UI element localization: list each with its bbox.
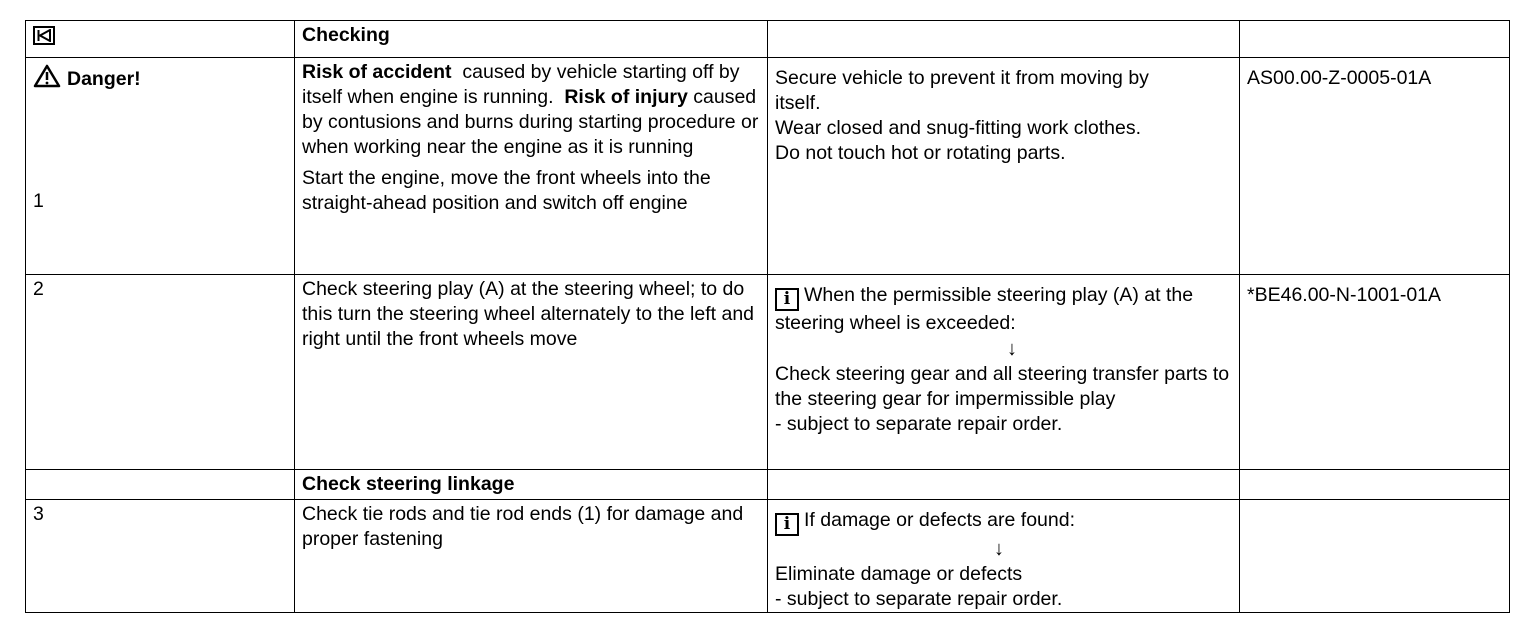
step-number-cell [26,500,295,613]
measure-line: Do not touch hot or rotating parts. [775,142,1066,164]
danger-step-cell [26,58,295,275]
empty-cell [1240,500,1510,613]
step-1-text: Start the engine, move the front wheels into the straight-ahead position and switch off engine [302,167,711,214]
back-cell [26,21,295,58]
table-row [26,275,1510,470]
reference-cell [1240,58,1510,275]
measure-line: itself. [775,92,821,114]
step-3-text: Check tie rods and tie rod ends (1) for damage and proper fastening [295,500,768,613]
warning-triangle-icon [33,64,61,95]
note-order: - subject to separate repair order. [775,588,1063,610]
reference-cell [1240,275,1510,470]
empty-cell [1240,21,1510,58]
risk-injury-label: Risk of injury [564,86,688,108]
empty-cell [768,21,1240,58]
step-number-cell [26,275,295,470]
note-condition: When the permissible steering play (A) at the steering wheel is exceeded: [775,284,1194,334]
info-icon: i [775,288,799,311]
risk-accident-label: Risk of accident [302,61,452,83]
risk-accident-text: caused by vehicle starting off by itself when engine is running. [302,61,745,108]
procedure-table [25,20,1510,613]
note-action: Check steering gear and all steering transfer parts to the steering gear for impermissible play [775,363,1230,410]
table-row [26,58,1510,275]
step-number-1: 1 [33,190,44,212]
empty-cell [1240,470,1510,500]
danger-text [302,60,761,160]
table-row [26,21,1510,58]
arrow-down-icon: ↓ [994,538,1004,560]
measure-line: Wear closed and snug-fitting work clothes. [775,117,1141,139]
note-condition: If damage or defects are found: [804,509,1076,531]
step-number-3: 3 [33,503,44,525]
reference-link[interactable]: AS00.00-Z-0005-01A [1247,67,1432,89]
step-2-text: Check steering play (A) at the steering wheel; to do this turn the steering wheel alternately to the left and right until the front wheels move [295,275,768,470]
danger-label: Danger! [67,68,141,90]
arrow-down-icon: ↓ [1007,338,1017,360]
table-row [26,500,1510,613]
note-cell [768,275,1240,470]
section-title-checking: Checking [295,21,768,58]
empty-cell [26,470,295,500]
danger-measures-cell [768,58,1240,275]
step-number-2: 2 [33,278,44,300]
empty-cell [768,470,1240,500]
section-title-linkage: Check steering linkage [295,470,768,500]
reference-link[interactable]: *BE46.00-N-1001-01A [1247,284,1442,306]
measure-line: Secure vehicle to prevent it from moving by [775,67,1149,89]
danger-description-cell [295,58,768,275]
note-order: - subject to separate repair order. [775,413,1063,435]
note-action: Eliminate damage or defects [775,563,1023,585]
back-arrow-icon[interactable] [33,26,55,45]
info-icon: i [775,513,799,536]
table-row [26,470,1510,500]
risk-injury-text: caused by contusions and burns during starting procedure or when working near the engine as it is running [302,86,759,158]
note-cell [768,500,1240,613]
